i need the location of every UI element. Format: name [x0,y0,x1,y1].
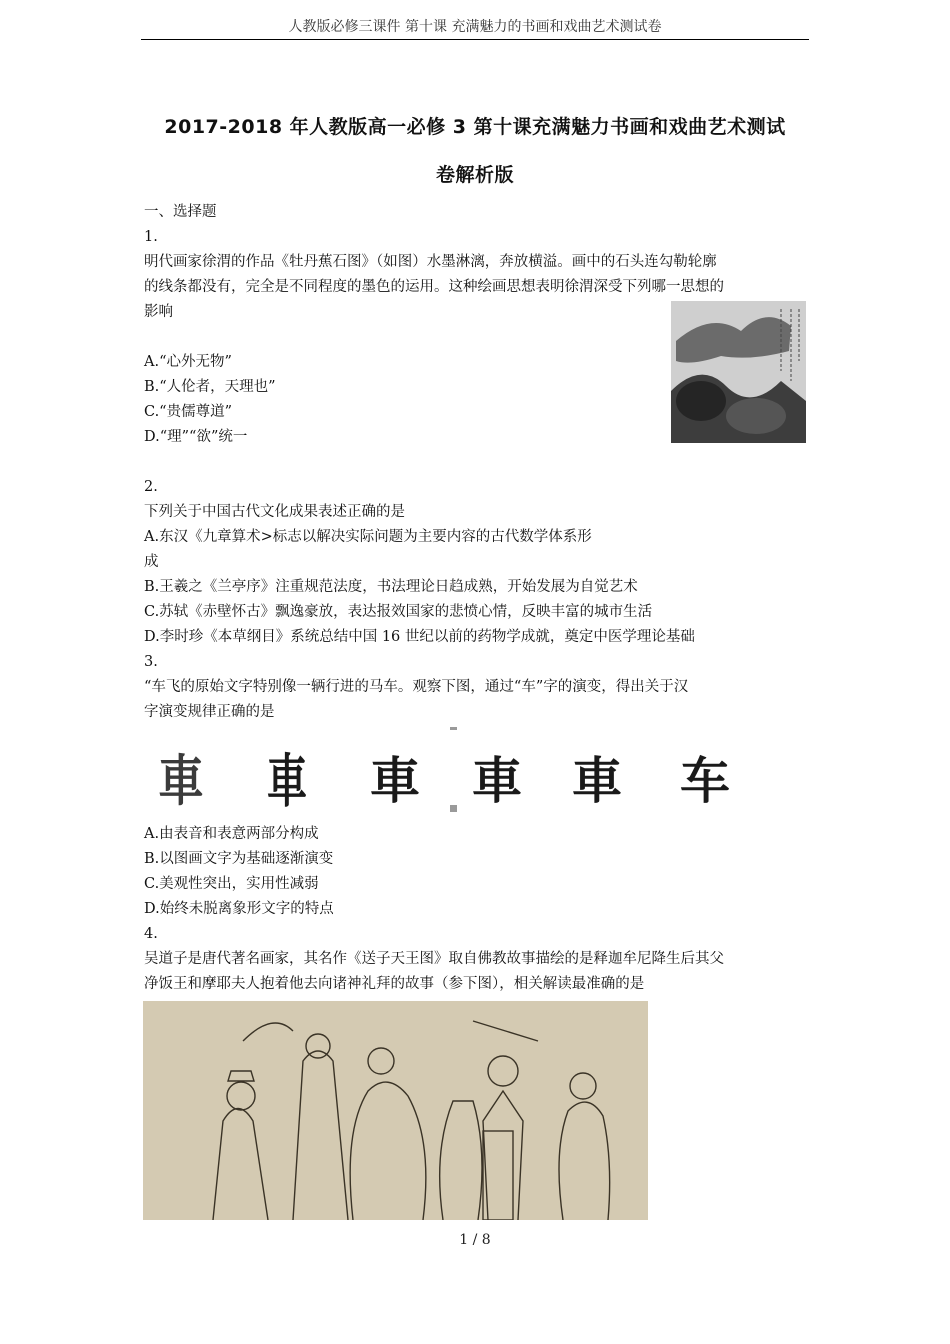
document-title-line2: 卷解析版 [435,164,514,186]
sending-son-heavenly-king-painting [143,1001,648,1220]
q2-option-c: C.苏轼《赤壁怀古》飘逸豪放，表达报效国家的悲愤心情，反映丰富的城市生活 [144,604,653,620]
q1-option-c: C.“贵儒尊道” [144,404,233,420]
q1-option-a: A.“心外无物” [144,354,232,370]
section-heading: 一、选择题 [144,204,217,220]
che-bronze-script: 車 [267,748,307,815]
image-handle-bottom [450,805,457,812]
peony-banana-rock-painting [671,301,806,443]
q1-stem-line1: 明代画家徐渭的作品《牡丹蕉石图》（如图）水墨淋漓，奔放横溢。画中的石头连勾勒轮廓 [144,254,717,270]
q2-stem: 下列关于中国古代文化成果表述正确的是 [144,504,405,520]
q2-option-d: D.李时珍《本草纲目》系统总结中国 16 世纪以前的药物学成就，奠定中医学理论基础 [144,629,695,645]
q1-option-b: B.“人伦者，天理也” [144,379,276,395]
q3-option-c: C.美观性突出，实用性减弱 [144,876,319,892]
q2-option-b: B.王羲之《兰亭序》注重规范法度，书法理论日趋成熟，开始发展为自觉艺术 [144,579,638,595]
q1-stem-line3: 影响 [144,304,173,320]
q3-option-b: B.以图画文字为基础逐渐演变 [144,851,334,867]
page-number: 1 / 8 [459,1232,491,1248]
che-regular-script: 車 [572,752,622,810]
q1-number: 1. [144,229,158,245]
q3-number: 3. [144,654,158,670]
q4-number: 4. [144,926,158,942]
q4-stem-line1: 吴道子是唐代著名画家，其名作《送子天王图》取自佛教故事描绘的是释迦牟尼降生后其父 [144,951,724,967]
q3-stem-line2: 字演变规律正确的是 [144,704,275,720]
image-handle-top [450,727,457,730]
q2-option-a-line2: 成 [144,554,159,570]
che-character-evolution-image [150,727,750,817]
q3-stem-line1: “车飞的原始文字特别像一辆行进的马车。观察下图，通过“车”字的演变，得出关于汉 [144,679,689,695]
q1-stem-line2: 的线条都没有，完全是不同程度的墨色的运用。这种绘画思想表明徐渭深受下列哪一思想的 [144,279,724,295]
q1-option-d: D.“理”“欲”统一 [144,429,248,445]
che-simplified: 车 [680,752,730,810]
q2-number: 2. [144,479,158,495]
q2-option-a-line1: A.东汉《九章算术>标志以解决实际问题为主要内容的古代数学体系形 [144,529,592,545]
che-clerical-script: 車 [472,752,522,810]
page-header: 人教版必修三课件 第十课 充满魅力的书画和戏曲艺术测试卷 [141,16,809,40]
document-title-line1: 2017-2018 年人教版高一必修 3 第十课充满魅力书画和戏曲艺术测试 [164,116,786,138]
q3-option-d: D.始终未脱离象形文字的特点 [144,901,334,917]
che-seal-script: 車 [370,752,420,810]
q4-stem-line2: 净饭王和摩耶夫人抱着他去向诸神礼拜的故事（参下图），相关解读最准确的是 [144,976,645,992]
q3-option-a: A.由表音和表意两部分构成 [144,826,319,842]
che-oracle-bone: 車 [158,749,204,814]
